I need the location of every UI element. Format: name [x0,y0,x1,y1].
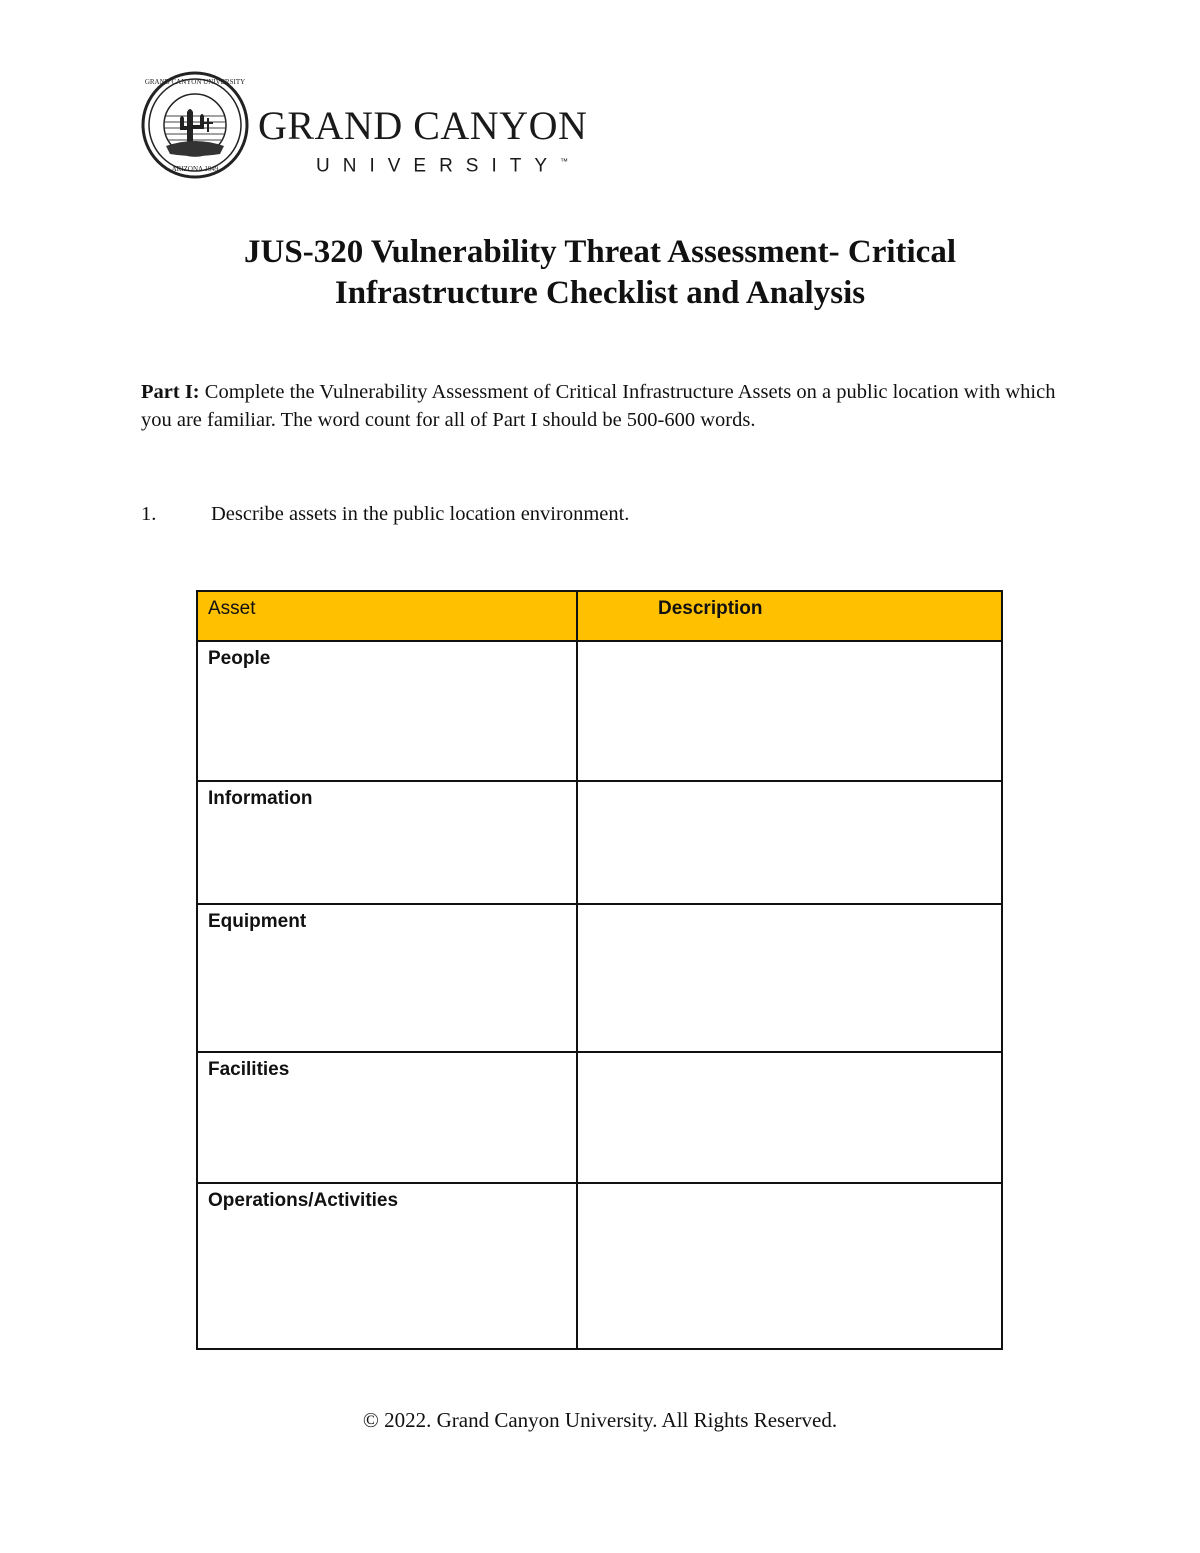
asset-label-operations: Operations/Activities [197,1183,577,1349]
description-cell-information[interactable] [577,781,1002,904]
table-row [197,781,1002,904]
copyright-footer: © 2022. Grand Canyon University. All Rights Reserved. [362,1408,838,1432]
wordmark-university: UNIVERSITY [316,155,561,177]
university-wordmark [258,104,587,178]
header-asset: Asset [197,591,577,641]
table-row [197,904,1002,1052]
university-seal-icon [140,70,250,180]
header-description: Description [577,591,1002,641]
university-logo [140,70,620,180]
asset-label-people: People [197,641,577,781]
asset-table [196,590,1003,1350]
svg-text:ARIZONA 1949: ARIZONA 1949 [171,165,219,173]
table-row [197,1052,1002,1183]
description-cell-facilities[interactable] [577,1052,1002,1183]
question-text: Describe assets in the public location environment. [211,503,630,525]
asset-label-facilities: Facilities [197,1052,577,1183]
intro-paragraph [141,378,1061,434]
table-row [197,1183,1002,1349]
intro-text: Complete the Vulnerability Assessment of Critical Infrastructure Assets on a public location with which you are familiar. The word count for all of Part I should be 500-600 words. [141,381,1056,431]
question-1 [141,500,629,528]
svg-text:GRAND CANYON UNIVERSITY: GRAND CANYON UNIVERSITY [144,78,246,86]
description-cell-people[interactable] [577,641,1002,781]
question-number: 1. [141,503,157,525]
table-header-row [197,591,1002,641]
title-line2: Infrastructure Checklist and Analysis [334,275,866,311]
title-line1: JUS-320 Vulnerability Threat Assessment- Critical [244,234,956,270]
asset-label-equipment: Equipment [197,904,577,1052]
wordmark-line1: GRAND CANYON [258,103,588,148]
trademark-mark: ™ [560,157,569,166]
description-cell-operations[interactable] [577,1183,1002,1349]
wordmark-line2 [316,150,587,178]
intro-label: Part I: [141,381,200,403]
asset-label-information: Information [197,781,577,904]
description-cell-equipment[interactable] [577,904,1002,1052]
table-row [197,641,1002,781]
document-title [0,232,1200,314]
